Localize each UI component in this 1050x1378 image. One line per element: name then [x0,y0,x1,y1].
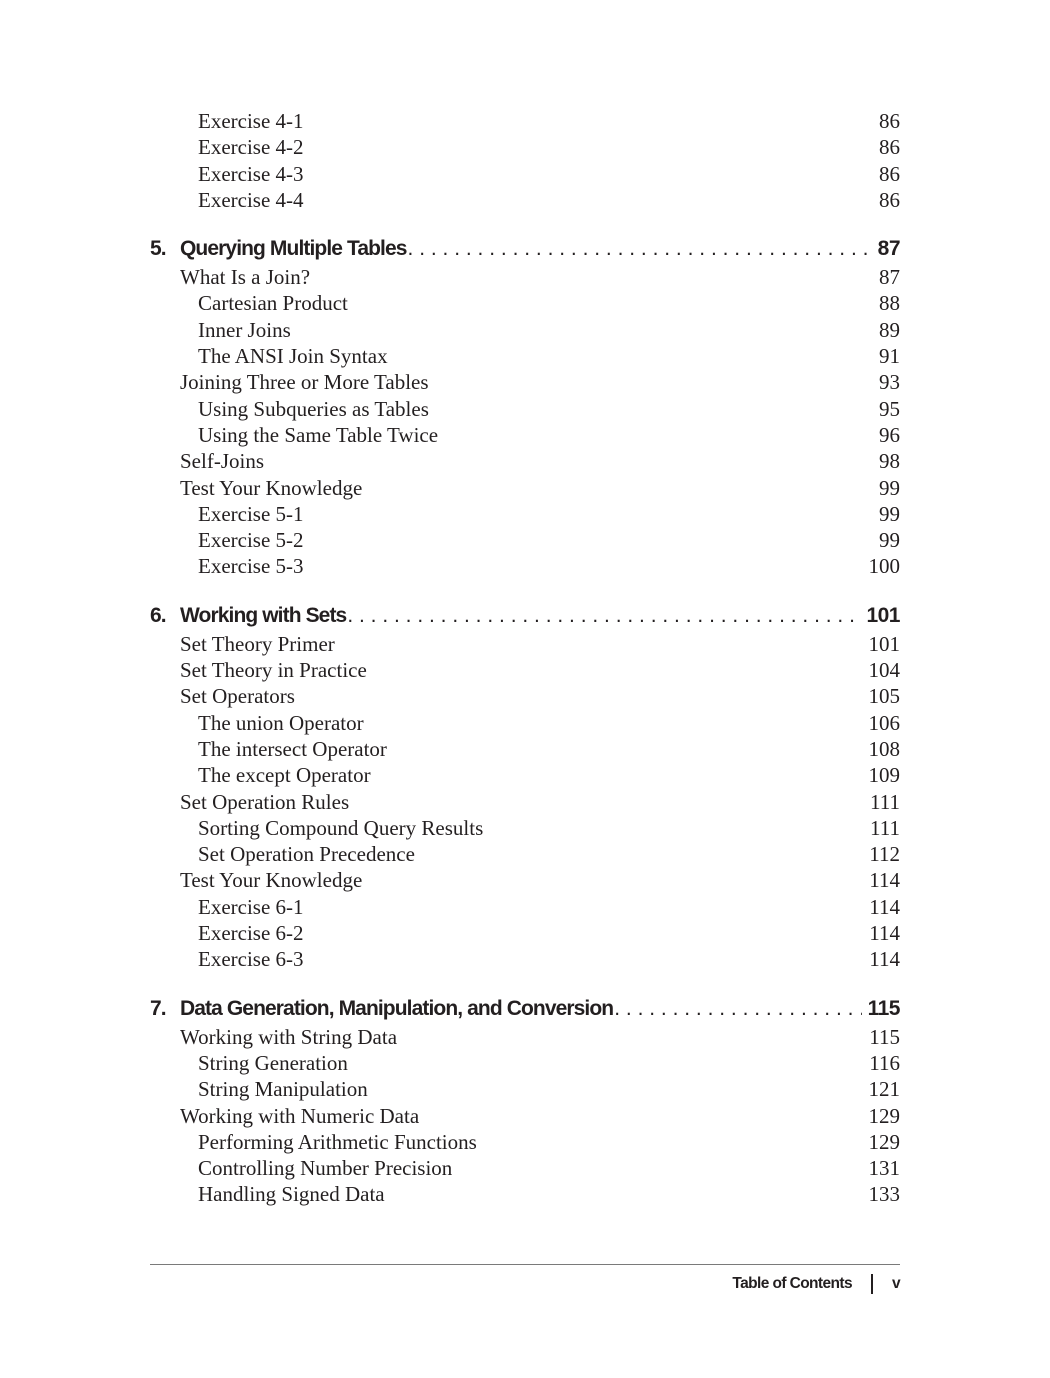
toc-subsection-entry[interactable] [150,553,900,579]
entry-title: Exercise 5-2 [198,528,304,553]
entry-page-number: 99 [879,501,900,526]
toc-subsection-entry[interactable] [150,815,900,841]
entry-title: Cartesian Product [198,291,348,316]
entry-page-number: 86 [879,187,900,212]
entry-title: Set Operation Precedence [198,842,415,867]
entry-page-number: 95 [879,396,900,421]
entry-title: Set Theory in Practice [180,658,367,683]
entry-page-number: 129 [868,1103,900,1128]
toc-subsection-entry[interactable] [150,894,900,920]
chapter-number: 5. [150,237,166,261]
toc-section-entry[interactable] [150,475,900,501]
entry-title: Exercise 5-1 [198,501,304,526]
entry-page-number: 106 [868,710,900,735]
chapter-page-number: 101 [866,603,900,627]
entry-title: Exercise 6-1 [198,894,304,919]
toc-chapter-entry[interactable] [150,234,900,264]
entry-page-number: 108 [868,736,900,761]
entry-title: Performing Arithmetic Functions [198,1129,477,1154]
chapter-title: Working with Sets [180,603,347,627]
entry-title: The except Operator [198,763,371,788]
entry-title: Test Your Knowledge [180,868,363,893]
entry-title: Joining Three or More Tables [180,370,429,395]
entry-title: String Generation [198,1050,348,1075]
chapter-title: Querying Multiple Tables [180,237,407,261]
entry-page-number: 111 [870,789,900,814]
toc-subsection-entry[interactable] [150,1129,900,1155]
entry-title: Exercise 4-3 [198,161,304,186]
dot-leader [614,994,861,1024]
entry-page-number: 101 [868,631,900,656]
entry-page-number: 133 [868,1182,900,1207]
chapter-number: 7. [150,996,166,1020]
entry-page-number: 131 [868,1156,900,1181]
entry-page-number: 99 [879,475,900,500]
entry-title: The intersect Operator [198,736,387,761]
entry-title: Exercise 6-3 [198,947,304,972]
entry-page-number: 104 [868,658,900,683]
footer-label: Table of Contents [732,1275,852,1292]
toc-subsection-entry[interactable] [150,187,900,213]
entry-title: The union Operator [198,710,364,735]
entry-title: String Manipulation [198,1077,368,1102]
entry-page-number: 121 [868,1077,900,1102]
footer-rule [150,1264,900,1265]
chapter-page-number: 115 [867,996,900,1020]
entry-title: What Is a Join? [180,265,311,290]
toc-subsection-entry[interactable] [150,1076,900,1102]
entry-page-number: 100 [868,554,900,579]
toc-subsection-entry[interactable] [150,736,900,762]
toc-subsection-entry[interactable] [150,1050,900,1076]
entry-title: Sorting Compound Query Results [198,815,484,840]
toc-subsection-entry[interactable] [150,343,900,369]
toc-subsection-entry[interactable] [150,396,900,422]
entry-page-number: 98 [879,449,900,474]
entry-page-number: 93 [879,370,900,395]
entry-page-number: 129 [868,1129,900,1154]
entry-title: Inner Joins [198,317,291,342]
entry-title: Self-Joins [180,449,264,474]
entry-page-number: 99 [879,528,900,553]
entry-page-number: 91 [879,344,900,369]
chapter-title: Data Generation, Manipulation, and Conversion [180,996,614,1020]
toc-subsection-entry[interactable] [150,134,900,160]
toc-section-entry[interactable] [150,1024,900,1050]
chapter-page-number: 87 [877,237,900,261]
entry-title: The ANSI Join Syntax [198,344,388,369]
entry-page-number: 114 [869,947,900,972]
toc-subsection-entry[interactable] [150,710,900,736]
running-footer [732,1272,900,1296]
toc-section-entry[interactable] [150,867,900,893]
toc-subsection-entry[interactable] [150,317,900,343]
entry-page-number: 86 [879,161,900,186]
toc-subsection-entry[interactable] [150,1155,900,1181]
entry-title: Test Your Knowledge [180,475,363,500]
toc-subsection-entry[interactable] [150,290,900,316]
table-of-contents [150,108,900,1208]
entry-title: Working with String Data [180,1024,398,1049]
entry-title: Exercise 4-4 [198,187,304,212]
entry-page-number: 114 [869,921,900,946]
toc-subsection-entry[interactable] [150,1181,900,1207]
entry-title: Set Operation Rules [180,789,350,814]
dot-leader [347,601,860,631]
entry-page-number: 109 [868,763,900,788]
toc-section-entry[interactable] [150,631,900,657]
entry-page-number: 114 [869,894,900,919]
toc-subsection-entry[interactable] [150,501,900,527]
toc-subsection-entry[interactable] [150,920,900,946]
entry-page-number: 111 [870,815,900,840]
chapter-number: 6. [150,603,166,627]
entry-page-number: 115 [869,1024,900,1049]
toc-chapter-entry[interactable] [150,994,900,1024]
entry-title: Handling Signed Data [198,1182,385,1207]
entry-title: Working with Numeric Data [180,1103,420,1128]
entry-title: Set Operators [180,684,295,709]
toc-subsection-entry[interactable] [150,527,900,553]
entry-title: Exercise 4-2 [198,135,304,160]
entry-page-number: 86 [879,135,900,160]
toc-section-entry[interactable] [150,448,900,474]
toc-section-entry[interactable] [150,1103,900,1129]
entry-title: Controlling Number Precision [198,1156,453,1181]
toc-section-entry[interactable] [150,369,900,395]
toc-subsection-entry[interactable] [150,841,900,867]
entry-page-number: 96 [879,422,900,447]
entry-page-number: 86 [879,109,900,133]
footer-separator [871,1274,873,1294]
entry-page-number: 105 [868,684,900,709]
toc-subsection-entry[interactable] [150,422,900,448]
entry-page-number: 114 [869,868,900,893]
entry-page-number: 116 [869,1050,900,1075]
toc-subsection-entry[interactable] [150,161,900,187]
entry-page-number: 89 [879,317,900,342]
entry-title: Exercise 4-1 [198,109,304,133]
entry-title: Using Subqueries as Tables [198,396,429,421]
entry-title: Using the Same Table Twice [198,422,439,447]
toc-subsection-entry[interactable] [150,946,900,972]
entry-page-number: 87 [879,265,900,290]
entry-title: Exercise 5-3 [198,554,304,579]
toc-subsection-entry[interactable] [150,762,900,788]
toc-section-entry[interactable] [150,789,900,815]
toc-section-entry[interactable] [150,657,900,683]
toc-chapter-entry[interactable] [150,601,900,631]
footer-page-number: v [891,1275,900,1292]
dot-leader [408,234,872,264]
entry-page-number: 112 [869,842,900,867]
toc-section-entry[interactable] [150,683,900,709]
toc-section-entry[interactable] [150,264,900,290]
entry-title: Set Theory Primer [180,631,335,656]
toc-subsection-entry[interactable] [150,108,900,134]
entry-page-number: 88 [879,291,900,316]
entry-title: Exercise 6-2 [198,921,304,946]
